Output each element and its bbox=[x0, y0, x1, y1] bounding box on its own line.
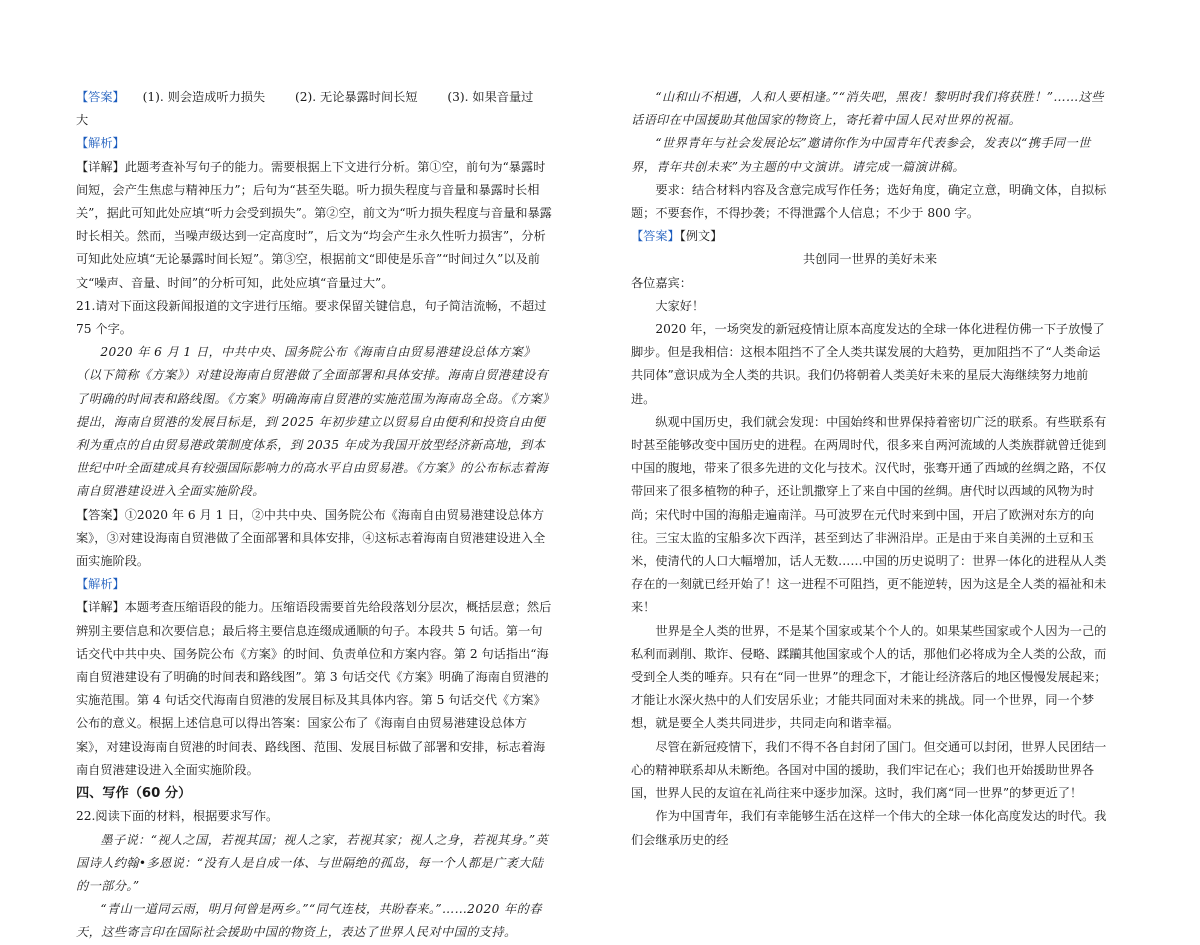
essay-paragraph-4: 尽管在新冠疫情下，我们不得不各自封闭了国门。但交通可以封闭，世界人民团结一心的精神联系却从未断绝。各国对中国的援助，我们牢记在心；我们也开始援助世界各国，世界人民的友谊在礼尚往来中逐步加深。这时，我们离“同一世界”的梦更近了！ bbox=[631, 739, 1107, 801]
essay-title: 共创同一世界的美好未来 bbox=[802, 252, 938, 267]
essay-paragraph-3: 世界是全人类的世界，不是某个国家或某个个人的。如果某些国家或个人因为一己的私利而剥削、欺诈、侵略、蹂躏其他国家或个人的话，那他们必将成为全人类的公敌，而受到全人类的唾弃。只有在“同一世界”的理念下，才能让经济落后的地区慢慢发展起来；才能让水深火热中的人们安居乐业；才能共同面对未来的挑战。同一个世界，同一个梦想，就是要全人类共同进步，共同走向和谐幸福。 bbox=[631, 623, 1107, 731]
analysis-tag: 【解析】 bbox=[76, 136, 125, 151]
essay-salutation: 各位嘉宾： bbox=[631, 275, 692, 290]
answer-tag: 【答案】 bbox=[76, 90, 125, 104]
question-22: 22.阅读下面的材料，根据要求写作。 bbox=[76, 809, 279, 824]
answer-20-item-1: (1). 则会造成听力损失 bbox=[142, 90, 266, 104]
answer-20-item-2: (2). 无论暴露时间长短 bbox=[295, 90, 418, 104]
detail-21: 【详解】本题考查压缩语段的能力。压缩语段需要首先给段落划分层次，概括层意；然后辨别主要信息和次要信息；最后将主要信息连缀成通顺的句子。本段共 5 句话。第一句话交代中共中央、国务院公布《方案》的时间、负责单位和方案内容。第 2 句话指出“海南自贸港建设有了明确的时间表和路线图”。第 3 句话交代《方案》明确了海南自贸港的实施范围。第 4 句话交代海南自贸港的发展目标及其具体内容。第 5 句话交代《方案》公布的意义。根据上述信息可以得出答案：国家公布了《海南自由贸易港建设总体方案》，对建设海南自贸港的时间表、路线图、范围、发展目标做了部署和安排，标志着海南自贸港建设进入全面实施阶段。 bbox=[76, 600, 552, 777]
material-3: “山和山不相遇，人和人要相逢。”“消失吧，黑夜！黎明时我们将获胜！”……这些话语印在中国援助其他国家的物资上，寄托着中国人民对世界的祝福。 bbox=[631, 90, 1104, 128]
essay-paragraph-1: 2020 年，一场突发的新冠疫情让原本高度发达的全球一体化进程仿佛一下子放慢了脚步。但是我相信：这根本阻挡不了全人类共谋发展的大趋势，更加阻挡不了“人类命运共同体”意识成为全人类的共识。我们仍将朝着人类美好未来的星辰大海继续努力地前进。 bbox=[631, 322, 1105, 406]
material-2: “青山一道同云雨，明月何曾是两乡。”“同气连枝，共盼春来。”……2020 年的春天，这些寄言印在国际社会援助中国的物资上，表达了世界人民对中国的支持。 bbox=[76, 902, 542, 940]
material-1: 墨子说：“视人之国，若视其国；视人之家，若视其家；视人之身，若视其身。”英国诗人约翰•多恩说：“没有人是自成一体、与世隔绝的孤岛，每一个人都是广袤大陆的一部分。” bbox=[76, 832, 549, 893]
analysis-tag-2: 【解析】 bbox=[76, 577, 125, 592]
section-heading-writing: 四、写作（60 分） bbox=[76, 786, 192, 802]
essay-paragraph-5: 作为中国青年，我们有幸能够生活在这样一个伟大的全球一体化高度发达的时代。我们会继承历史的经 bbox=[631, 809, 1107, 847]
right-column bbox=[631, 86, 1109, 852]
essay-greeting: 大家好！ bbox=[655, 298, 705, 313]
essay-paragraph-2: 纵观中国历史，我们就会发现：中国始终和世界保持着密切广泛的联系。有些联系有时甚至能够改变中国历史的进程。在两周时代，很多来自两河流域的人类族群就曾迁徙到中国的腹地，带来了很多先进的文化与技术。汉代时，张骞开通了西域的丝绸之路，不仅带回来了很多植物的种子，还让凯撒穿上了来自中国的丝绸。唐代时以西域的风物为时尚；宋代时中国的海船走遍南洋。马可波罗在元代时来到中国，开启了欧洲对东方的向往。三宝太监的宝船多次下西洋，甚至到达了非洲沿岸。正是由于来自美洲的土豆和玉米，使清代的人口大幅增加，话人无数……中国的历史说明了：世界一体化的进程从人类存在的一刻就已经开始了！这一进程不可阻挡，更不能逆转，因为这是全人类的福祉和未来！ bbox=[631, 414, 1107, 615]
answer-20-item-3: (3). 如果音量过大 bbox=[76, 90, 534, 128]
answer-21: 【答案】①2020 年 6 月 1 日，②中共中央、国务院公布《海南自由贸易港建设总体方案》，③对建设海南自贸港做了全面部署和具体安排，④这标志着海南自贸港建设进入全面实施阶段。 bbox=[76, 507, 546, 569]
writing-requirements: 要求：结合材料内容及含意完成写作任务；选好角度，确定立意，明确文体，自拟标题；不要套作，不得抄袭；不得泄露个人信息；不少于 800 字。 bbox=[631, 182, 1107, 221]
question-21-passage: 2020 年 6 月 1 日，中共中央、国务院公布《海南自由贸易港建设总体方案》（以下简称《方案》）对建设海南自贸港做了全面部署和具体安排。海南自贸港建设有了明确的时间表和路线图。《方案》明确海南自贸港的实施范围为海南岛全岛。《方案》提出，海南自贸港的发展目标是，到 2025 年初步建立以贸易自由便利和投资自由便利为重点的自由贸易港政策制度体系，到 2035 年成为我国开放型经济新高地，到本世纪中叶全面建成具有较强国际影响力的高水平自由贸易港。《方案》的公布标志着海南自贸港建设进入全面实施阶段。 bbox=[76, 345, 549, 499]
question-21: 21.请对下面这段新闻报道的文字进行压缩。要求保留关键信息，句子简洁流畅，不超过 75 个字。 bbox=[76, 298, 547, 337]
material-4: “世界青年与社会发展论坛”邀请你作为中国青年代表参会，发表以“携手同一世界，青年共创未来”为主题的中文演讲。请完成一篇演讲稿。 bbox=[631, 136, 1091, 174]
answer-22-header bbox=[631, 225, 1109, 248]
detail-20: 【详解】此题考查补写句子的能力。需要根据上下文进行分析。第①空，前句为“暴露时间短，会产生焦虑与精神压力”；后句为“甚至失聪。听力损失程度与音量和暴露时长相关”，据此可知此处应填“听力会受到损失”。第②空，前文为“听力损失程度与音量和暴露时长相关。然而，当噪声级达到一定高度时”，后文为“均会产生永久性听力损害”，分析可知此处应填“无论暴露时间长短”。第③空，根据前文“即使是乐音”“时间过久”以及前文“噪声、音量、时间”的分析可知，此处应填“音量过大”。 bbox=[76, 159, 552, 290]
answer-tag-22: 【答案】 bbox=[631, 229, 680, 244]
sample-essay-label: 【例文】 bbox=[679, 229, 723, 244]
answer-20 bbox=[76, 86, 554, 132]
left-column bbox=[76, 86, 554, 945]
